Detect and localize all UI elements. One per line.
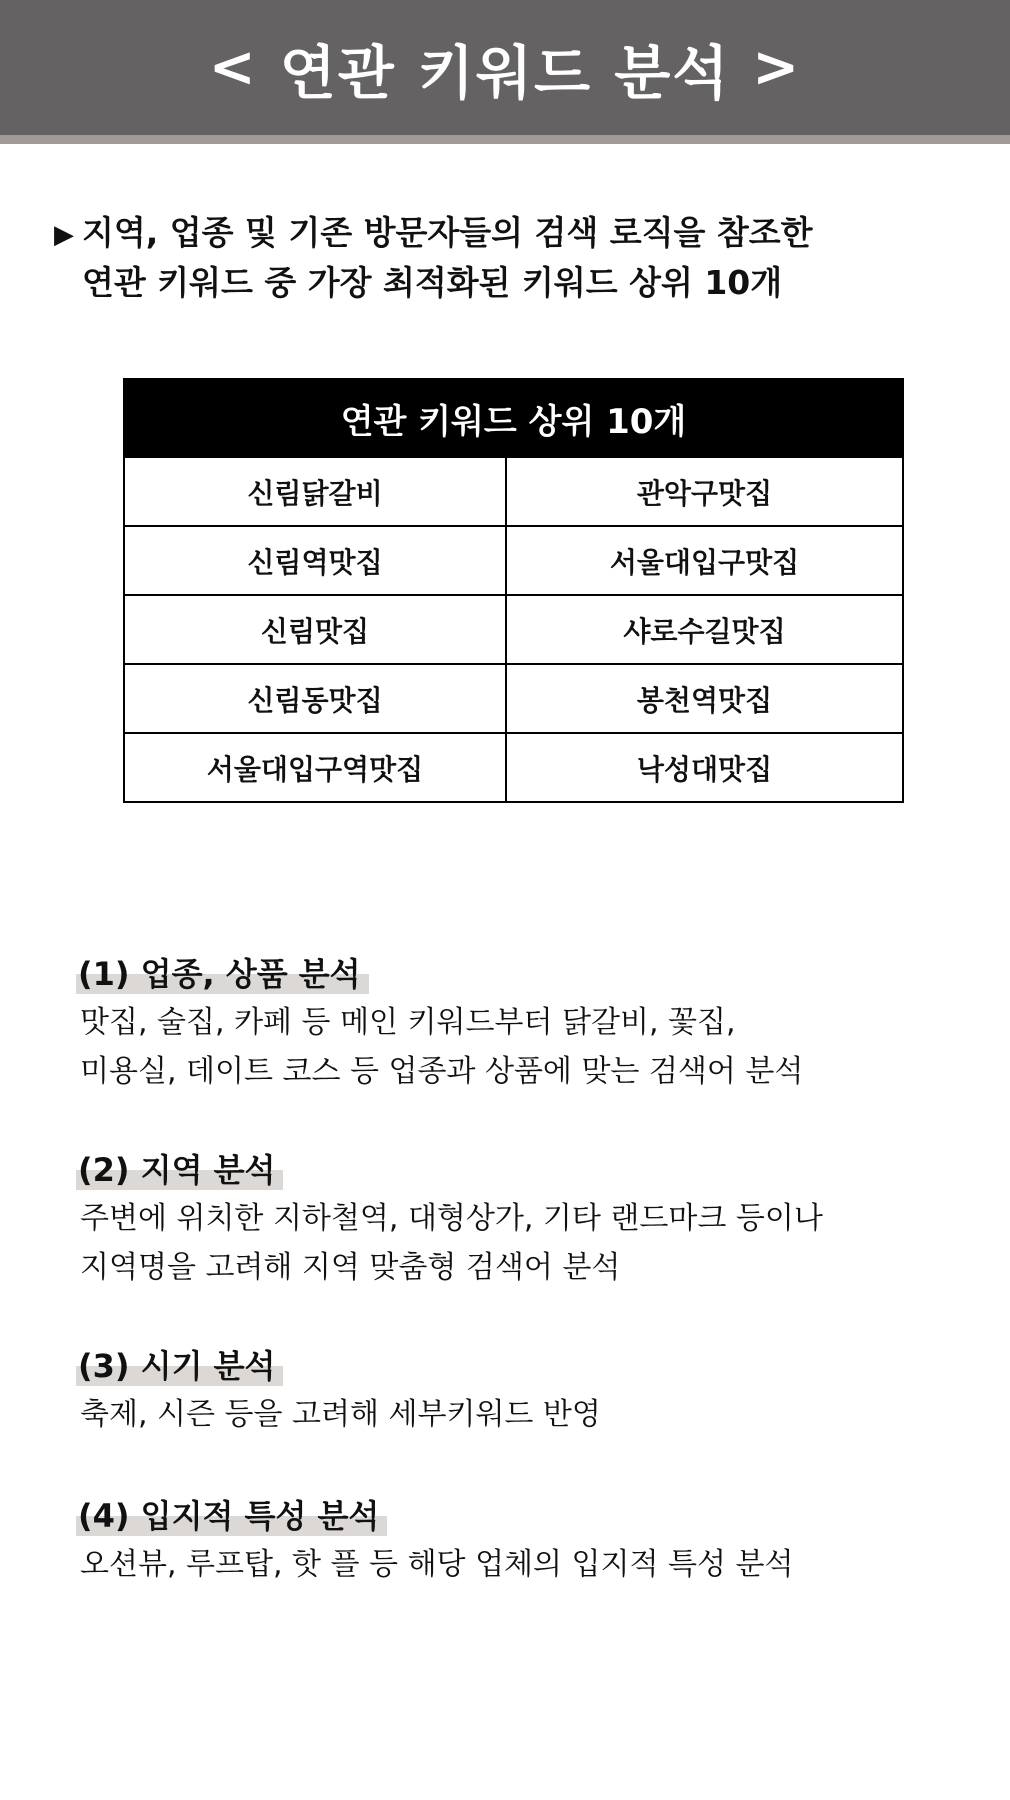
section-title: (4) 입지적 특성 분석 [76, 1494, 387, 1538]
intro-line-1: 지역, 업종 및 기존 방문자들의 검색 로직을 참조한 [82, 213, 813, 252]
keyword-cell: 봉천역맛집 [506, 664, 903, 733]
section-line: 축제, 시즌 등을 고려해 세부키워드 반영 [80, 1397, 601, 1432]
section-title: (2) 지역 분석 [76, 1148, 283, 1192]
keyword-table [123, 378, 904, 803]
table-row [124, 733, 903, 802]
right-bracket: > [752, 35, 802, 100]
table-row [124, 664, 903, 733]
section-line: 지역명을 고려해 지역 맞춤형 검색어 분석 [80, 1250, 621, 1285]
section-season-analysis [80, 1344, 960, 1439]
section-title: (3) 시기 분석 [76, 1344, 283, 1388]
keyword-cell: 서울대입구역맛집 [124, 733, 506, 802]
keyword-cell: 관악구맛집 [506, 457, 903, 526]
keyword-cell: 신림동맛집 [124, 664, 506, 733]
section-line: 오션뷰, 루프탑, 핫 플 등 해당 업체의 입지적 특성 분석 [80, 1547, 794, 1582]
section-location-analysis [80, 1494, 960, 1589]
keyword-cell: 낙성대맛집 [506, 733, 903, 802]
section-title: (1) 업종, 상품 분석 [76, 952, 369, 996]
keyword-cell: 신림닭갈비 [124, 457, 506, 526]
section-body [80, 1194, 960, 1292]
header-banner [0, 0, 1010, 144]
keyword-cell: 샤로수길맛집 [506, 595, 903, 664]
table-row [124, 526, 903, 595]
keyword-table-header: 연관 키워드 상위 10개 [124, 379, 903, 457]
section-line: 미용실, 데이트 코스 등 업종과 상품에 맞는 검색어 분석 [80, 1054, 804, 1089]
triangle-bullet-icon: ▶ [54, 220, 74, 250]
section-industry-analysis [80, 952, 960, 1096]
intro-paragraph [54, 208, 954, 308]
section-body [80, 1390, 960, 1439]
page-title-text: 연관 키워드 분석 [279, 38, 731, 107]
table-row [124, 457, 903, 526]
intro-line-2: 연관 키워드 중 가장 최적화된 키워드 상위 10개 [82, 263, 783, 302]
section-region-analysis [80, 1148, 960, 1292]
section-body [80, 998, 960, 1096]
section-line: 맛집, 술집, 카페 등 메인 키워드부터 닭갈비, 꽃집, [80, 1005, 736, 1040]
keyword-cell: 신림역맛집 [124, 526, 506, 595]
keyword-cell: 신림맛집 [124, 595, 506, 664]
page-title [209, 26, 801, 110]
section-line: 주변에 위치한 지하철역, 대형상가, 기타 랜드마크 등이나 [80, 1201, 823, 1236]
table-row [124, 595, 903, 664]
left-bracket: < [208, 35, 258, 100]
keyword-cell: 서울대입구맛집 [506, 526, 903, 595]
section-body [80, 1540, 960, 1589]
